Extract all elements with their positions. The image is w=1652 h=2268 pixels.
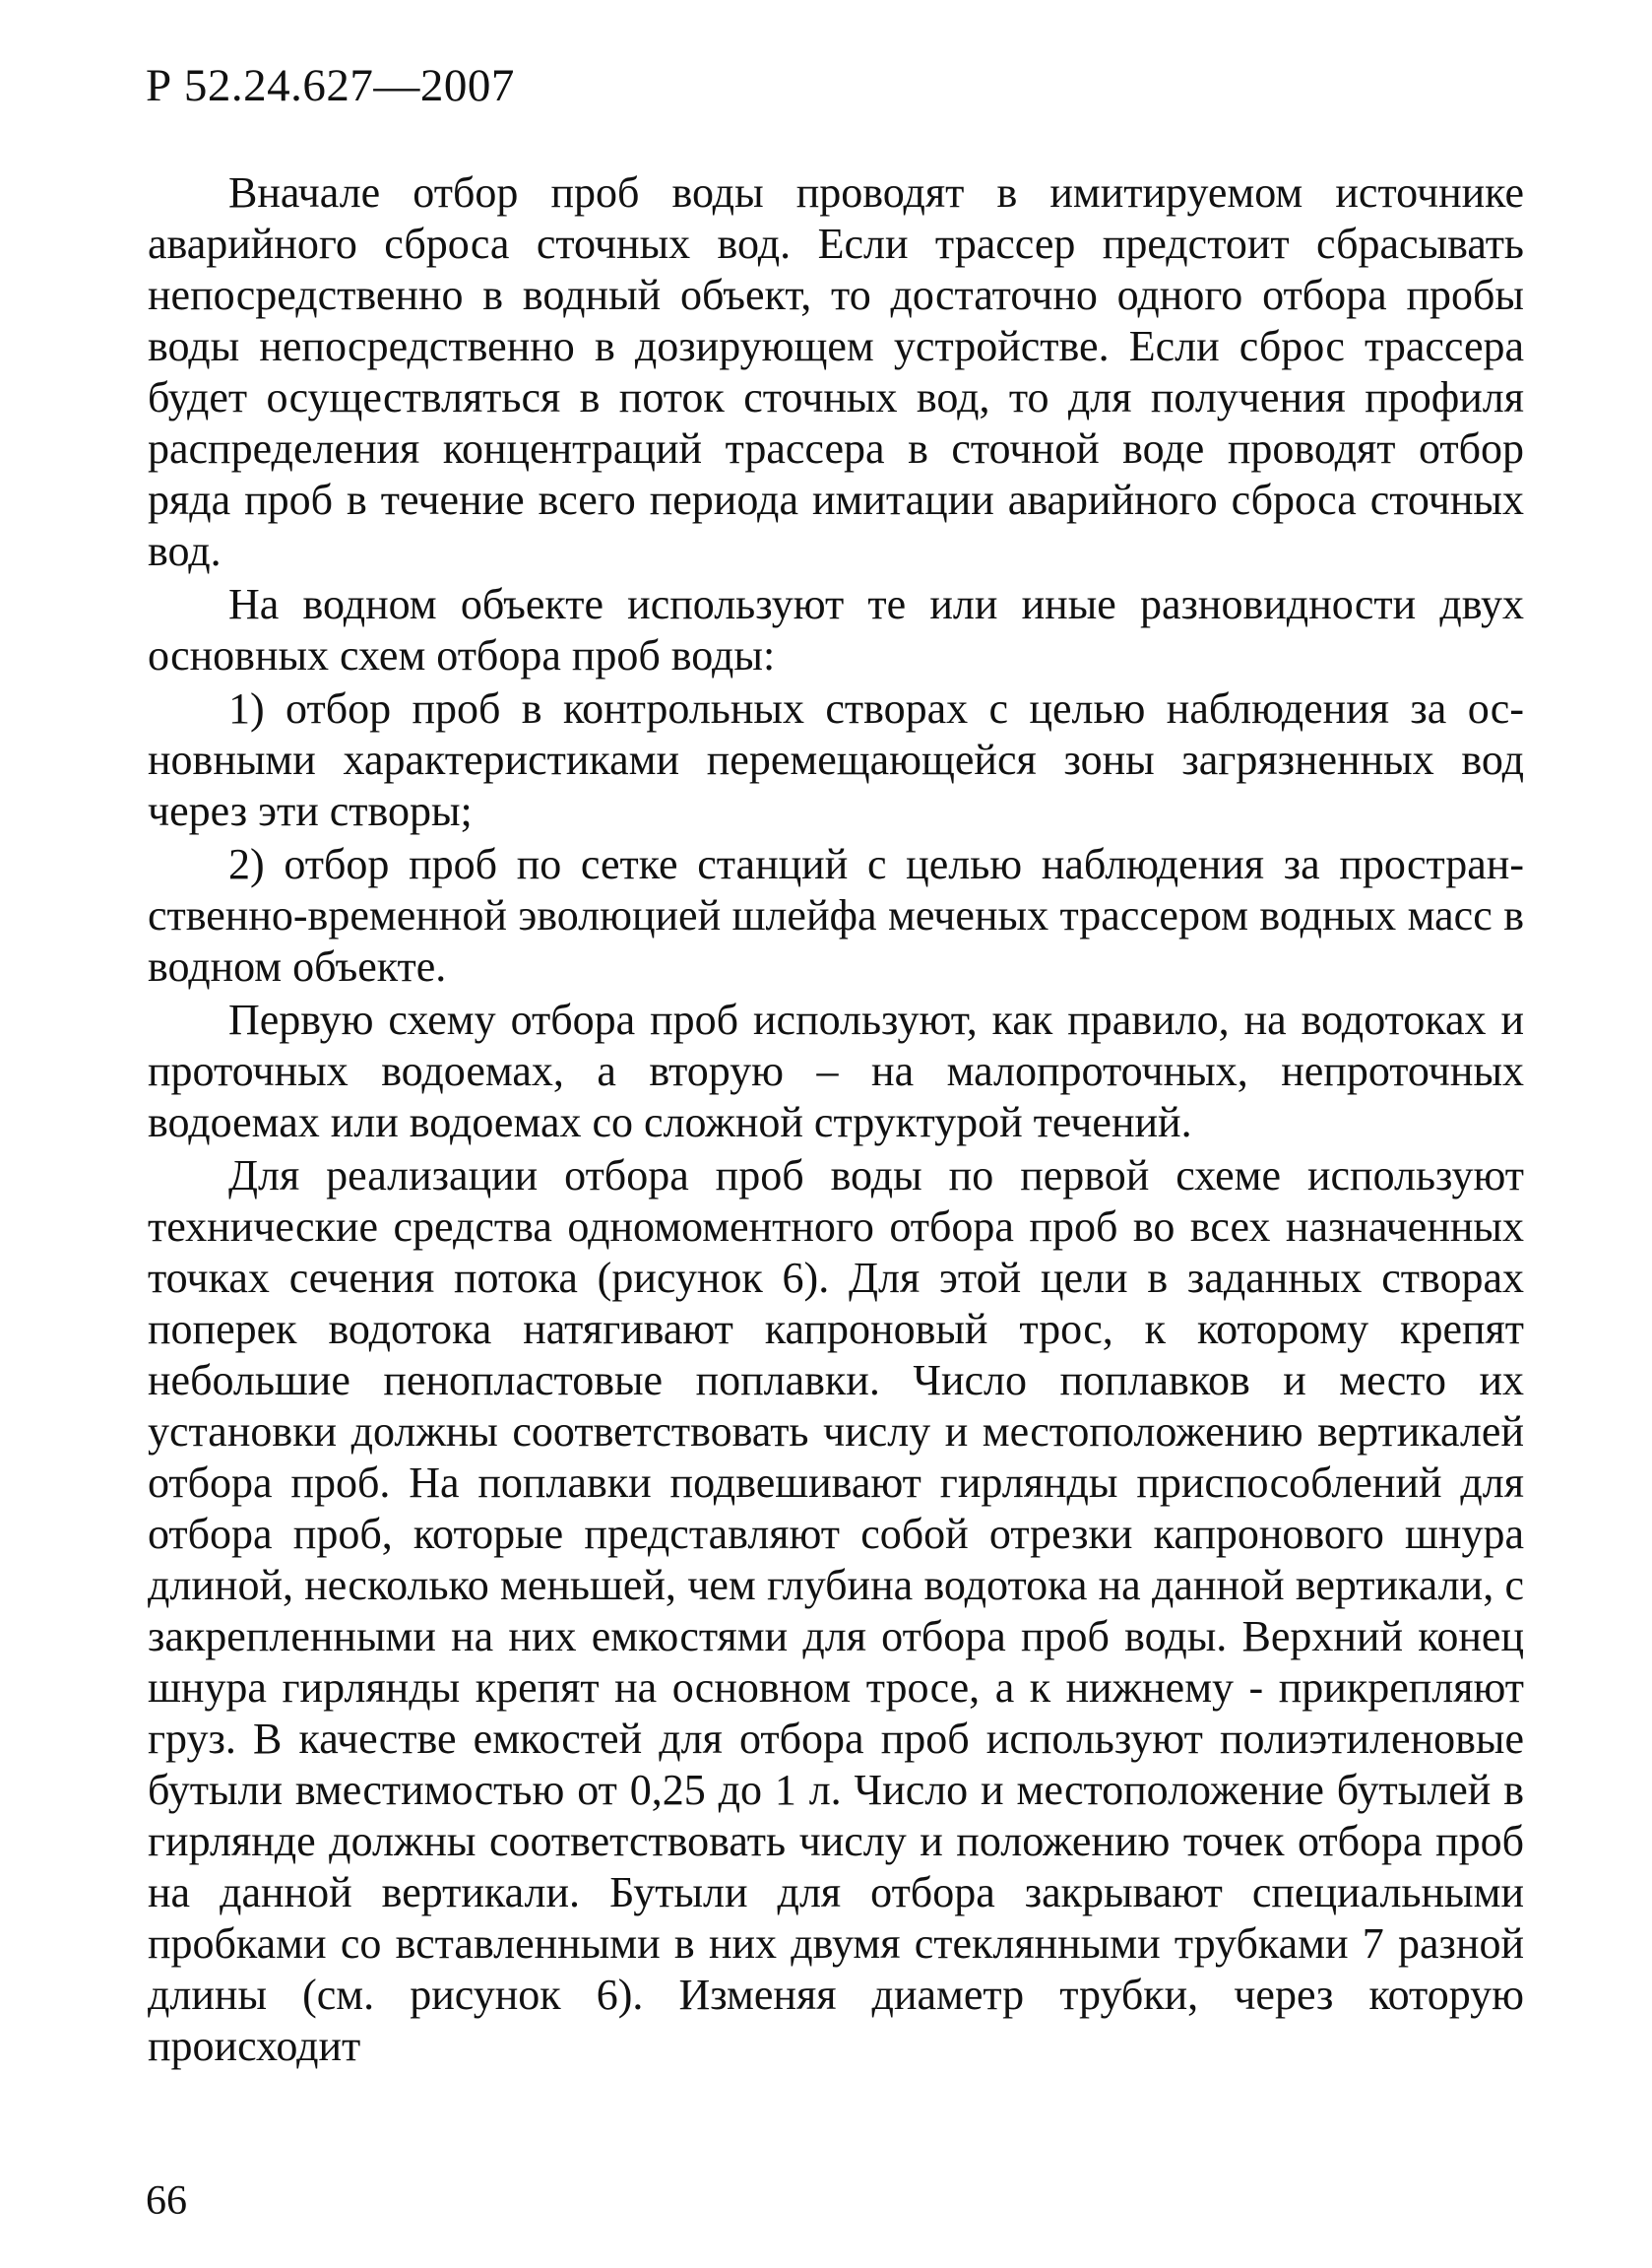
paragraph-scheme-usage: Первую схему отбора проб используют, как правило, на водотоках и проточных водоемах, а вторую – на малопроточных, непроточных водоемах или водоемах со сложной структурой течений. [148,996,1524,1146]
paragraph-tracer-sampling: Вначале отбор проб воды проводят в имитируемом источнике аварийного сброса сточных вод. Если трассер предстоит сбрасывать непосредственно в водный объект, то достаточно одного отбора пробы воды непосредственно в дозирующем устройстве. Если сброс трассера будет осуществляться в поток сточных вод, то для получения профиля распределения концентраций трассера в сточной воде проводят отбор ряда проб в течение всего периода имитации аварийного сброса сточных вод. [148,168,1524,575]
document-code: Р 52.24.627—2007 [146,60,515,111]
paragraph-scheme-1-equipment: Для реализации отбора проб воды по первой схеме используют технические средства одномоментного отбора проб во всех назначенных точках сечения потока (рисунок 6). Для этой цели в заданных створах поперек водотока натягивают капроновый трос, к которому крепят небольшие пенопластовые поплавки. Число поплавков и место их установки должны соответствовать числу и местоположению вертикалей отбора проб. На поплавки подвешивают гирлянды приспособлений для отбора проб, которые представляют собой отрезки капронового шнура длиной, несколько меньшей, чем глубина водотока на данной вертикали, с закрепленными на них емкостями для отбора проб воды. Верхний конец шнура гирлянды крепят на основном тросе, а к нижнему - прикрепляют груз. В качестве емкостей для отбора проб используют полиэтиленовые бутыли вместимостью от 0,25 до 1 л. Число и местоположение бутылей в гирлянде должны соответствовать числу и положению точек отбора проб на данной вертикали. Бутыли для отбора закрывают специальными пробками со вставленными в них двумя стеклянными трубками 7 разной длины (см. рисунок 6). Изменяя диаметр трубки, через которую происходит [148,1151,1524,2070]
page-number: 66 [146,2178,187,2224]
paragraph-scheme-2: 2) отбор проб по сетке станций с целью наблюдения за пространственно-временной эволюцией шлейфа меченых трассером водных масс в водном объекте. [148,840,1524,991]
body-text [148,167,1524,2074]
paragraph-sampling-schemes-intro: На водном объекте используют те или иные разновидности двух основных схем отбора проб воды: [148,580,1524,680]
paragraph-scheme-1: 1) отбор проб в контрольных створах с целью наблюдения за основными характеристиками перемещающейся зоны загрязненных вод через эти створы; [148,684,1524,835]
